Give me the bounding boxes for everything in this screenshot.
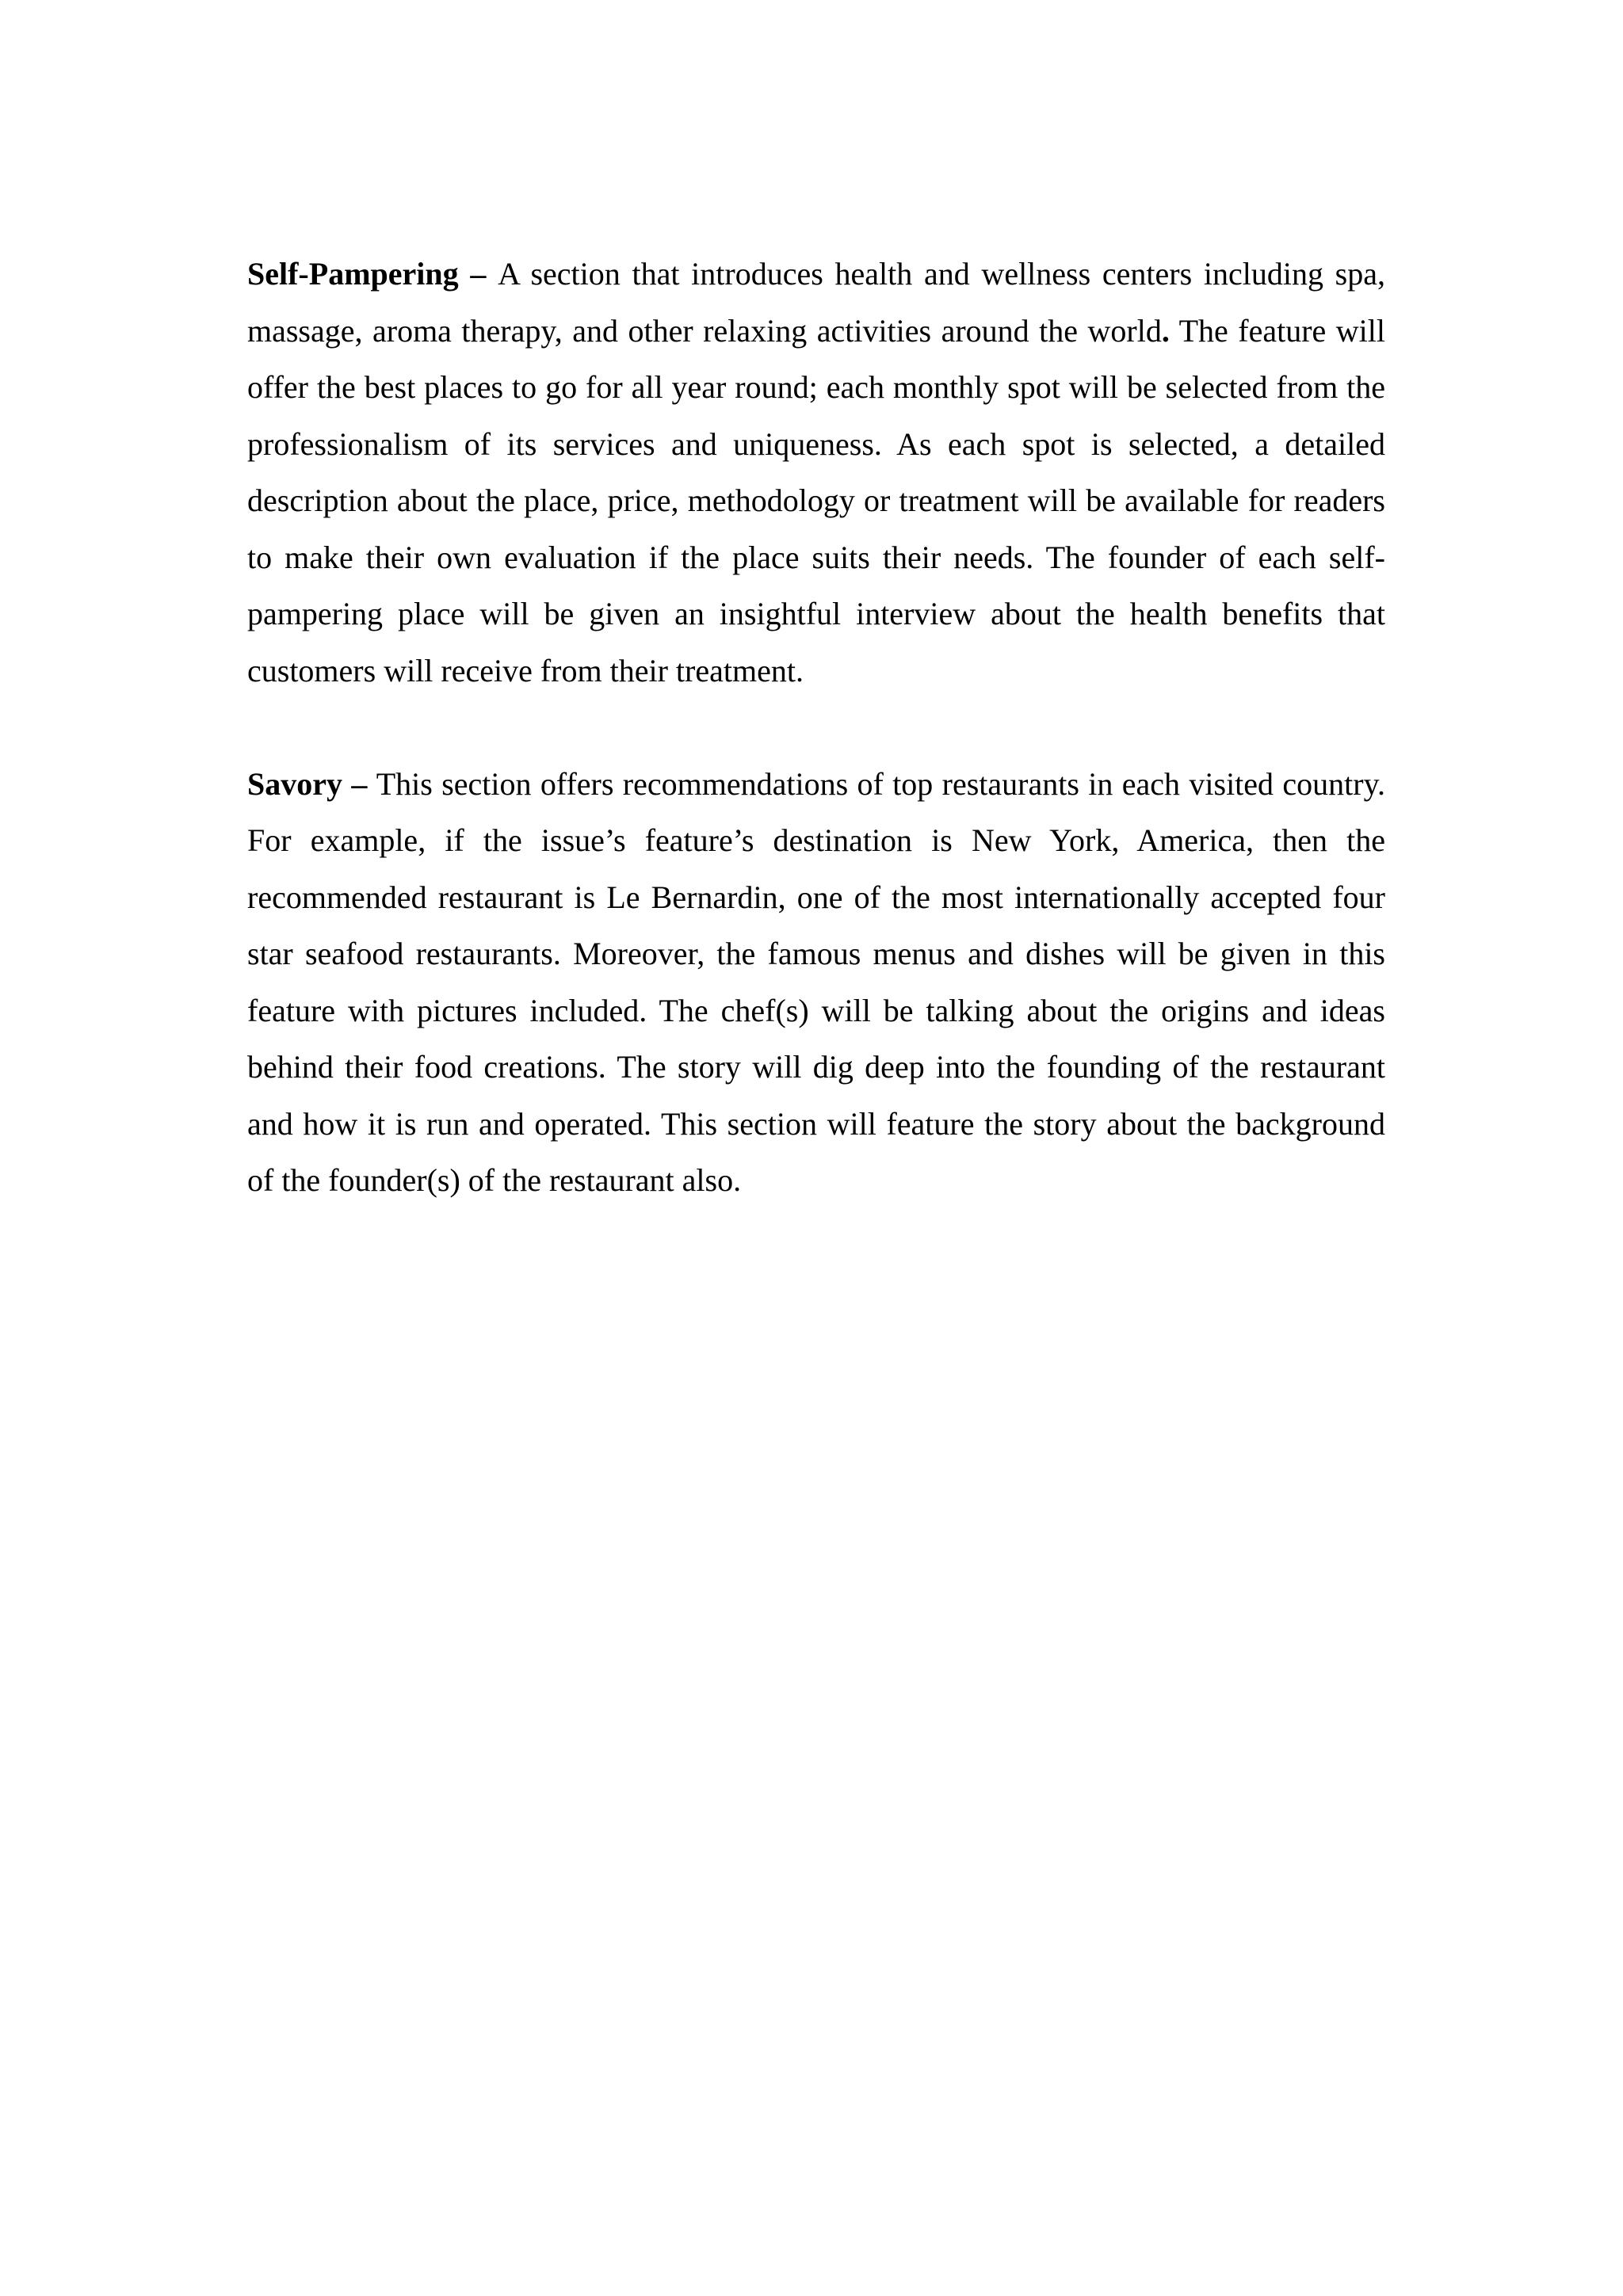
section-savory bbox=[247, 756, 1385, 1209]
section-dash: – bbox=[342, 765, 376, 802]
section-bold-period: . bbox=[1161, 312, 1170, 349]
section-text: The feature will offer the best places to go for all year round; each monthly spot will be selected from the professionalism of its services and uniqueness. As each spot is selected, a detailed description about the place, price, methodology or treatment will be available for readers to make their own evaluation if the place suits their needs. The founder of each self-pampering place will be given an insightful interview about the health benefits that customers will receive from their treatment. bbox=[247, 312, 1385, 688]
section-self-pampering bbox=[247, 246, 1385, 699]
section-text: This section offers recommendations of top restaurants in each visited country. For example, if the issue’s feature’s destination is New York, America, then the recommended restaurant is Le Bernardin, one of the most internationally accepted four star seafood restaurants. Moreover, the famous menus and dishes will be given in this feature with pictures included. The chef(s) will be talking about the origins and ideas behind their food creations. The story will dig deep into the founding of the restaurant and how it is run and operated. This section will feature the story about the background of the founder(s) of the restaurant also. bbox=[247, 765, 1386, 1198]
section-text: A section that introduces health and wellness centers including spa, massage, aroma therapy, and other relaxing activities around the world bbox=[247, 256, 1386, 349]
section-term-self-pampering: Self-Pampering bbox=[247, 256, 459, 292]
document-body bbox=[247, 246, 1385, 1265]
section-term-savory: Savory bbox=[247, 765, 342, 802]
section-dash: – bbox=[458, 256, 498, 292]
